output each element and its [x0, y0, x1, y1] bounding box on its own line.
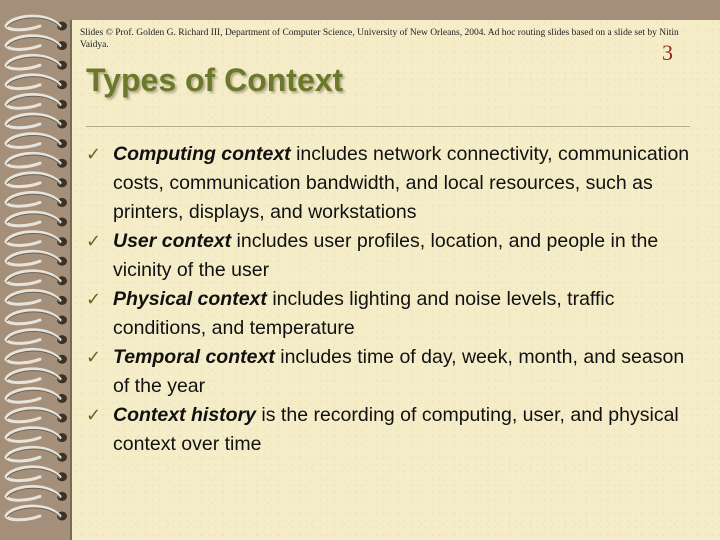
check-mark-icon: ✓ [86, 144, 102, 165]
check-mark-icon: ✓ [86, 405, 102, 426]
binding-ring [6, 193, 67, 207]
header-credit: Slides © Prof. Golden G. Richard III, Department of Computer Science, University of New Orleans, 2004. Ad hoc routing slides based on a slide set by Nitin Vaidya. [80, 28, 679, 50]
bullet-term: Temporal context [113, 346, 275, 368]
title-divider [86, 126, 690, 127]
binding-ring [6, 428, 67, 442]
bullet-term: Computing context [113, 143, 291, 165]
binding-ring [6, 487, 67, 501]
binding-ring [6, 212, 67, 226]
check-mark-icon: ✓ [86, 289, 102, 310]
check-mark-icon: ✓ [86, 231, 102, 252]
binding-ring [6, 232, 67, 246]
binding-ring [6, 251, 67, 265]
binding-ring [6, 36, 67, 50]
binding-ring [6, 153, 67, 167]
bullet-text: includes lighting and noise levels, traffic conditions, and temperature [113, 288, 615, 339]
binding-ring [6, 173, 67, 187]
binding-ring [6, 271, 67, 285]
bullet-item [86, 227, 690, 285]
check-mark-icon: ✓ [86, 347, 102, 368]
bullet-list [86, 140, 690, 459]
bullet-term: Physical context [113, 288, 267, 310]
bullet-item [86, 343, 690, 401]
bullet-item [86, 401, 690, 459]
binding-ring [6, 447, 67, 461]
bullet-text: includes network connectivity, communication costs, communication bandwidth, and local resources, such as printers, displays, and workstations [113, 143, 690, 223]
bullet-text: includes time of day, week, month, and season of the year [113, 346, 685, 397]
binding-ring [6, 16, 67, 30]
spiral-binding [0, 0, 80, 540]
binding-ring [6, 310, 67, 324]
binding-ring [6, 369, 67, 383]
binding-ring [6, 95, 67, 109]
page-number: 3 [662, 40, 673, 65]
binding-ring [6, 349, 67, 363]
slide-title: Types of Context [86, 62, 344, 98]
binding-ring [6, 389, 67, 403]
binding-ring [6, 330, 67, 344]
binding-ring [6, 291, 67, 305]
bullet-term: Context history [113, 404, 257, 426]
bullet-text: is the recording of computing, user, and physical context over time [113, 404, 679, 455]
binding-ring [6, 55, 67, 69]
binding-ring [6, 467, 67, 481]
bullet-item [86, 285, 690, 343]
bullet-text: includes user profiles, location, and people in the vicinity of the user [113, 230, 659, 281]
binding-ring [6, 506, 67, 520]
binding-ring [6, 114, 67, 128]
binding-ring [6, 75, 67, 89]
binding-ring [6, 408, 67, 422]
bullet-item [86, 140, 690, 227]
binding-ring [6, 134, 67, 148]
bullet-term: User context [113, 230, 232, 252]
